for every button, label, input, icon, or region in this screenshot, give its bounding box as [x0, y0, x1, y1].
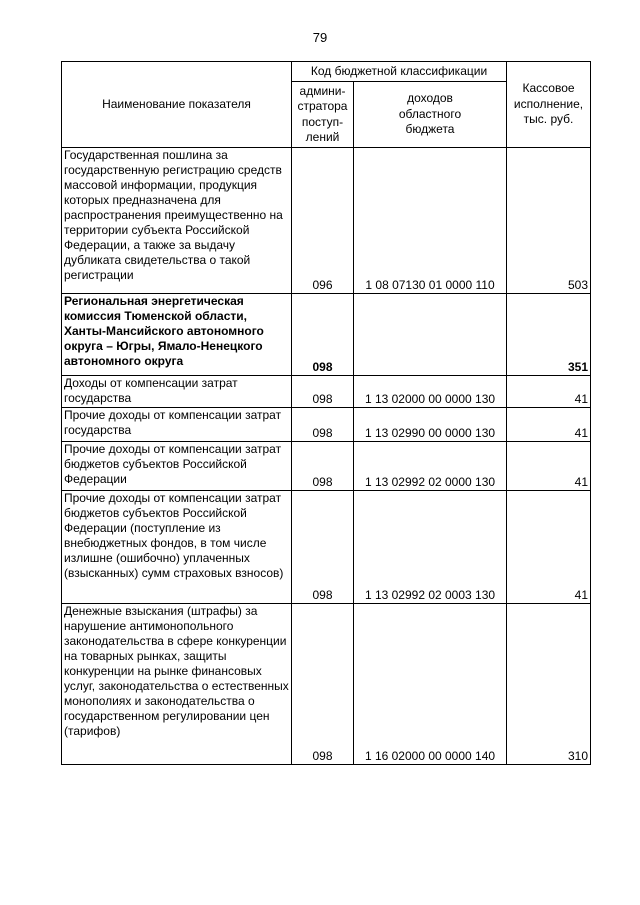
table-body — [62, 148, 591, 765]
header-admin: админи- стратора поступ- лений — [292, 82, 354, 148]
row-admin-code-cell: 096 — [292, 148, 354, 294]
row-budget-code-cell: 1 16 02000 00 0000 140 — [354, 604, 507, 765]
row-amount-cell: 41 — [507, 408, 591, 442]
table-row — [62, 408, 591, 442]
row-amount-cell: 41 — [507, 442, 591, 491]
page-number: 79 — [312, 30, 328, 45]
row-admin-code-cell: 098 — [292, 604, 354, 765]
row-amount-cell: 41 — [507, 491, 591, 604]
header-income: доходов областного бюджета — [354, 82, 507, 148]
table-row — [62, 442, 591, 491]
row-budget-code-cell: 1 13 02000 00 0000 130 — [354, 376, 507, 408]
table-row — [62, 604, 591, 765]
row-name-cell: Денежные взыскания (штрафы) за нарушение антимонопольного законодательства в сфере конкуренции на товарных рынках, защиты конкуренции на рынке финансовых услуг, законодательства о естественных монополиях и законодательства о государственном регулировании цен (тарифов) — [62, 604, 292, 765]
row-admin-code-cell: 098 — [292, 442, 354, 491]
header-name: Наименование показателя — [62, 62, 292, 148]
budget-table — [61, 61, 591, 765]
row-amount-cell: 310 — [507, 604, 591, 765]
row-admin-code-cell: 098 — [292, 294, 354, 376]
row-name-cell: Доходы от компенсации затрат государства — [62, 376, 292, 408]
row-name-cell: Региональная энергетическая комиссия Тюменской области, Ханты-Мансийского автономного округа – Югры, Ямало-Ненецкого автономного округа — [62, 294, 292, 376]
row-amount-cell: 351 — [507, 294, 591, 376]
row-name-cell: Прочие доходы от компенсации затрат государства — [62, 408, 292, 442]
table-row — [62, 376, 591, 408]
row-admin-code-cell: 098 — [292, 408, 354, 442]
row-budget-code-cell: 1 08 07130 01 0000 110 — [354, 148, 507, 294]
table-row — [62, 148, 591, 294]
row-budget-code-cell: 1 13 02992 02 0000 130 — [354, 442, 507, 491]
row-name-cell: Прочие доходы от компенсации затрат бюджетов субъектов Российской Федерации (поступление из внебюджетных фондов, в том числе излишне (ошибочно) уплаченных (взысканных) сумм страховых взносов) — [62, 491, 292, 604]
row-amount-cell: 41 — [507, 376, 591, 408]
row-budget-code-cell — [354, 294, 507, 376]
row-name-cell: Государственная пошлина за государственную регистрацию средств массовой информации, продукция которых предназначена для распространения преимущественно на территории субъекта Российской Федерации, а также за выдачу дубликата свидетельства о такой регистрации — [62, 148, 292, 294]
header-budget-classification: Код бюджетной классификации — [292, 62, 507, 82]
row-name-cell: Прочие доходы от компенсации затрат бюджетов субъектов Российской Федерации — [62, 442, 292, 491]
table-row — [62, 294, 591, 376]
row-admin-code-cell: 098 — [292, 491, 354, 604]
table-row — [62, 491, 591, 604]
header-amount: Кассовое исполнение, тыс. руб. — [507, 62, 591, 148]
row-amount-cell: 503 — [507, 148, 591, 294]
row-budget-code-cell: 1 13 02992 02 0003 130 — [354, 491, 507, 604]
table-header — [62, 62, 591, 148]
row-admin-code-cell: 098 — [292, 376, 354, 408]
row-budget-code-cell: 1 13 02990 00 0000 130 — [354, 408, 507, 442]
